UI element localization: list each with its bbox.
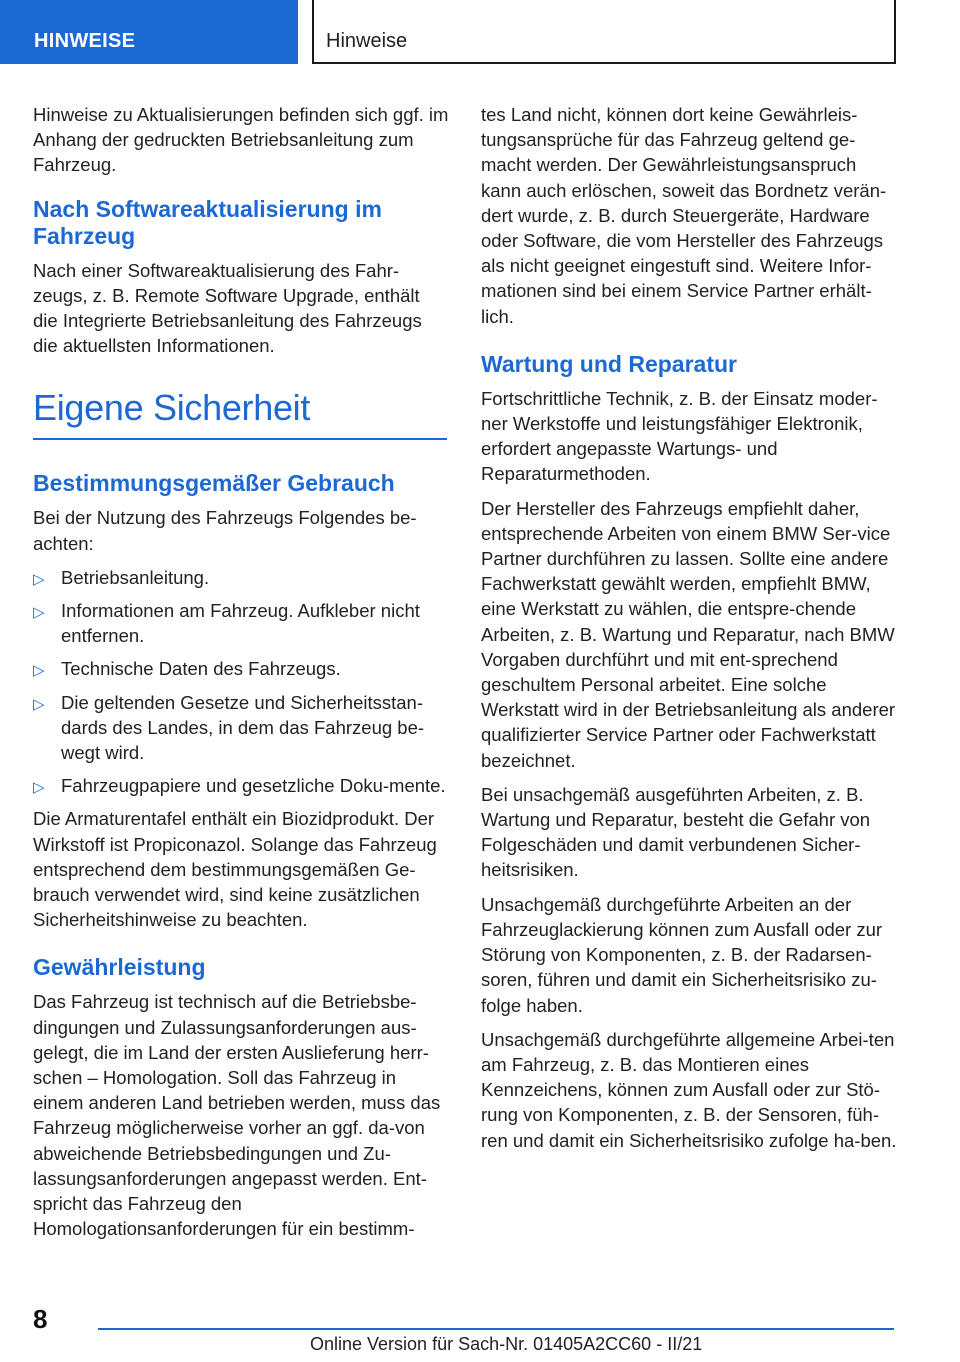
triangle-bullet-icon: ▷ (33, 662, 45, 680)
maintenance-paragraph: Unsachgemäß durchgeführte Arbeiten an der Fahrzeuglackierung können zum Ausfall oder zur Störung von Komponenten, z. B. der Radarsen-soren, führen und damit ein Sicherheitsrisiko zu-folge haben. (481, 893, 883, 1016)
list-item: ▷ Technische Daten des Fahrzeugs. (33, 656, 449, 681)
chapter-title: Eigene Sicherheit (33, 387, 311, 429)
triangle-bullet-icon: ▷ (33, 779, 45, 797)
software-paragraph: Nach einer Softwareaktualisierung des Fahr-zeugs, z. B. Remote Software Upgrade, enthält die Integrierte Betriebsanleitung des Fahrzeugs die aktuellsten Informationen. (33, 259, 422, 357)
maintenance-paragraph: Bei unsachgemäß ausgeführten Arbeiten, z. B. Wartung und Reparatur, besteht die Gefahr von Folgeschäden und damit verbundenen Sicher-heitsrisiken. (481, 783, 871, 881)
list-item: ▷ Die geltenden Gesetze und Sicherheitsstan-dards des Landes, in dem das Fahrzeug be-wegt wird. (33, 691, 425, 764)
usage-list (33, 565, 449, 799)
right-column (481, 102, 897, 1162)
footer-divider (98, 1328, 894, 1330)
warranty-continued-paragraph: tes Land nicht, können dort keine Gewährleis-tungsansprüche für das Fahrzeug geltend ge-macht werden. Der Gewährleistungsanspruch kann auch erlöschen, soweit das Bordnetz verän-dert wurde, z. B. durch Steuergeräte, Hardware oder Software, die vom Hersteller des Fahrzeugs als nicht geeignet eingestuft sind. Weitere Infor-mationen sind bei einem Service Partner erhält-lich. (481, 104, 887, 327)
usage-intro: Bei der Nutzung des Fahrzeugs Folgendes be-achten: (33, 507, 417, 554)
header-tab: HINWEISE (0, 0, 298, 64)
intro-paragraph: Hinweise zu Aktualisierungen befinden sich ggf. im Anhang der gedruckten Betriebsanleitung zum Fahrzeug. (33, 104, 449, 176)
usage-heading: Bestimmungsgemäßer Gebrauch (33, 470, 395, 497)
maintenance-paragraph: Unsachgemäß durchgeführte allgemeine Arbei-ten am Fahrzeug, z. B. das Montieren eines Kennzeichens, können zum Ausfall oder zur Stö-rung von Komponenten, z. B. der Sensoren, füh-ren und damit ein Sicherheitsrisiko zufolge ha-ben. (481, 1028, 897, 1151)
list-item: ▷ Informationen am Fahrzeug. Aufkleber nicht entfernen. (33, 600, 420, 647)
list-item: ▷ Fahrzeugpapiere und gesetzliche Doku-mente. (33, 773, 449, 798)
warranty-paragraph: Das Fahrzeug ist technisch auf die Betriebsbe-dingungen und Zulassungsanforderungen aus-gelegt, die im Land der ersten Auslieferung herr-schen – Homologation. Soll das Fahrzeug in einem anderen Land betrieben werden, muss das Fahrzeug möglicherweise vorher an ggf. da-von abweichende Betriebsbedingungen und Zu-lassungsanforderungen angepasst werden. Ent-spricht das Fahrzeug den Homologationsanforderungen für ein bestimm- (33, 991, 441, 1240)
chapter-divider (33, 438, 447, 440)
software-heading: Nach Softwareaktualisierung im Fahrzeug (33, 195, 382, 249)
list-item: ▷ Betriebsanleitung. (33, 565, 449, 590)
footer-version-text: Online Version für Sach-Nr. 01405A2CC60 - II/21 (310, 1334, 703, 1354)
maintenance-heading: Wartung und Reparatur (481, 350, 737, 377)
header-section-title: Hinweise (312, 0, 896, 64)
triangle-bullet-icon: ▷ (33, 695, 45, 713)
warranty-heading: Gewährleistung (33, 954, 206, 981)
maintenance-paragraph: Fortschrittliche Technik, z. B. der Einsatz moder-ner Werkstoffe und leistungsfähiger Elektronik, erfordert angepasste Wartungs- und Reparaturmethoden. (481, 387, 878, 485)
page-number: 8 (33, 1304, 48, 1334)
left-column (33, 102, 449, 1251)
triangle-bullet-icon: ▷ (33, 570, 45, 588)
triangle-bullet-icon: ▷ (33, 604, 45, 622)
biocide-paragraph: Die Armaturentafel enthält ein Biozidprodukt. Der Wirkstoff ist Propiconazol. Solange das Fahrzeug entsprechend dem bestimmungsgemäßen Ge-brauch verwendet wird, sind keine zusätzlichen Sicherheitshinweise zu beachten. (33, 808, 437, 931)
maintenance-paragraph: Der Hersteller des Fahrzeugs empfiehlt daher, entsprechende Arbeiten von einem BMW Ser-vice Partner durchführen zu lassen. Sollte eine andere Fachwerkstatt gewählt werden, empfiehlt BMW, eine Werkstatt zu wählen, die entspre-chende Arbeiten, z. B. Wartung und Reparatur, nach BMW Vorgaben durchführt und mit ent-sprechend geschultem Personal arbeitet. Eine solche Werkstatt wird in der Betriebsanleitung als anderer qualifizierter Service Partner oder Fachwerkstatt bezeichnet. (481, 497, 896, 771)
